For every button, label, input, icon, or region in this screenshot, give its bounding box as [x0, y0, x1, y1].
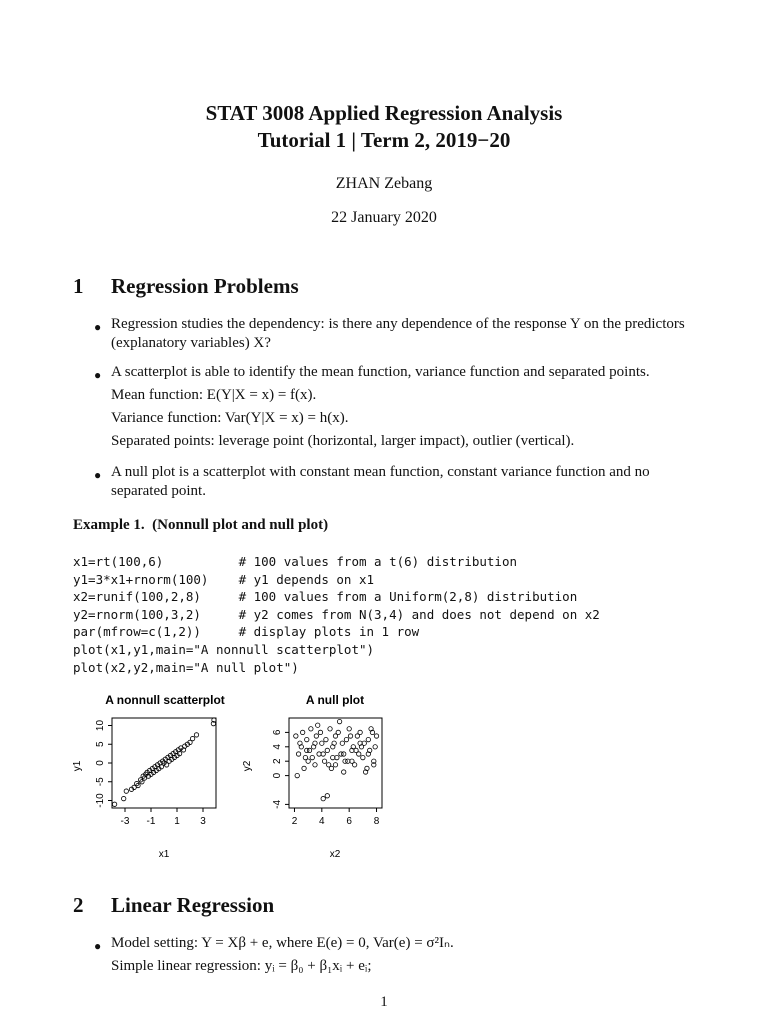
- data-point: [347, 727, 351, 731]
- data-point: [361, 755, 365, 759]
- bullet-icon: ●: [94, 368, 102, 382]
- section-title: Regression Problems: [111, 274, 299, 298]
- data-point: [112, 802, 116, 806]
- data-point: [358, 730, 362, 734]
- bullet-item: Regression studies the dependency: is there any dependence of the response Y on the predictors (explanatory variables) X?: [111, 316, 685, 351]
- y-tick-label: 0: [272, 772, 283, 779]
- bullet-item: A scatterplot is able to identify the mean function, variance function and separated points.: [111, 364, 650, 380]
- data-point: [328, 727, 332, 731]
- bullet-icon: ●: [94, 939, 102, 953]
- chart2-x-axis: [292, 808, 380, 827]
- example-title: (Nonnull plot and null plot): [152, 517, 329, 533]
- bullet-item: Model setting: Y = Xβ + e, where E(e) = 0, Var(e) = σ²Iₙ.: [111, 935, 454, 951]
- section-2-heading: [73, 893, 274, 918]
- chart1-title: A nonnull scatterplot: [105, 693, 225, 707]
- data-point: [336, 730, 340, 734]
- data-point: [302, 766, 306, 770]
- y-tick-label: 0: [95, 760, 106, 766]
- data-point: [320, 741, 324, 745]
- data-point: [344, 737, 348, 741]
- y-tick-label: 2: [272, 758, 283, 764]
- chart2-ylabel: y2: [242, 760, 253, 772]
- chart1-xlabel: x1: [158, 849, 170, 860]
- x-tick-label: 4: [319, 816, 325, 827]
- bullet-icon: ●: [94, 320, 102, 334]
- data-point: [325, 794, 329, 798]
- code-block: x1=rt(100,6) # 100 values from a t(6) distribution y1=3*x1+rnorm(100) # y1 depends on x1 x2=runif(100,2,8) # 100 values from a Uniform(2,8) distribution y2=rnorm(100,3,2) # y2 comes from N(3,4) and does not depend on x2 par(mfrow=c(1,2)) # display plots in 1 row plot(x1,y1,main="A nonnull scatterplot") plot(x2,y2,main="A null plot"): [73, 554, 600, 675]
- bullet-line: Mean function: E(Y|X = x) = f(x).: [111, 387, 317, 403]
- x-tick-label: -3: [120, 816, 130, 827]
- doc-title-line1: STAT 3008 Applied Regression Analysis: [205, 101, 563, 125]
- data-point: [322, 759, 326, 763]
- data-point: [309, 727, 313, 731]
- y-tick-label: 5: [95, 741, 106, 748]
- chart1-y-axis: [95, 720, 112, 808]
- page-number: 1: [380, 994, 388, 1010]
- data-point: [373, 745, 377, 749]
- bullet-line: Variance function: Var(Y|X = x) = h(x).: [111, 410, 349, 426]
- chart2-xlabel: x2: [329, 849, 341, 860]
- x-tick-label: 2: [291, 816, 298, 827]
- data-point: [324, 737, 328, 741]
- section-title: Linear Regression: [111, 893, 275, 917]
- y-tick-label: -5: [95, 777, 106, 787]
- data-point: [305, 737, 309, 741]
- bullet-icon: ●: [94, 468, 102, 482]
- y-tick-label: 10: [95, 719, 106, 732]
- data-point: [326, 763, 330, 767]
- data-point: [316, 723, 320, 727]
- data-point: [342, 770, 346, 774]
- data-point: [295, 773, 299, 777]
- chart1-ylabel: y1: [72, 760, 83, 772]
- x-tick-label: -1: [146, 816, 156, 827]
- data-point: [321, 796, 325, 800]
- data-point: [194, 733, 198, 737]
- chart1-x-axis: [121, 808, 207, 827]
- example-heading: [73, 516, 328, 535]
- data-point: [310, 755, 314, 759]
- section-1-heading: [73, 274, 299, 299]
- bullet-item: A null plot is a scatterplot with constant mean function, constant variance function and no separated point.: [111, 464, 650, 499]
- data-point: [318, 730, 322, 734]
- chart2-title: A null plot: [305, 693, 365, 707]
- x-tick-label: 8: [373, 816, 380, 827]
- data-point: [313, 763, 317, 767]
- chart2-y-axis: [272, 729, 289, 809]
- y-tick-label: -10: [95, 793, 106, 808]
- y-tick-label: 4: [272, 744, 283, 750]
- author: ZHAN Zebang: [335, 175, 433, 192]
- x-tick-label: 6: [346, 816, 352, 827]
- data-point: [366, 737, 370, 741]
- section-number: 2: [73, 893, 84, 917]
- date: 22 January 2020: [331, 209, 437, 226]
- example-label: Example 1.: [73, 517, 145, 533]
- data-point: [348, 734, 352, 738]
- bullet-line: Simple linear regression: yᵢ = β₀ + β₁xᵢ + eᵢ;: [111, 958, 372, 974]
- data-point: [337, 719, 341, 723]
- y-tick-label: -4: [272, 799, 283, 809]
- chart1-points: [112, 718, 216, 807]
- data-point: [342, 752, 346, 756]
- data-point: [314, 734, 318, 738]
- data-point: [190, 736, 194, 740]
- data-point: [296, 752, 300, 756]
- data-point: [340, 741, 344, 745]
- data-point: [325, 748, 329, 752]
- doc-title-line2: Tutorial 1 | Term 2, 2019−20: [257, 128, 511, 152]
- scatterplot-figure: [60, 688, 400, 863]
- data-point: [306, 759, 310, 763]
- x-tick-label: 3: [200, 816, 206, 827]
- section-number: 1: [73, 274, 84, 298]
- data-point: [300, 730, 304, 734]
- data-point: [122, 796, 126, 800]
- data-point: [374, 734, 378, 738]
- data-point: [333, 763, 337, 767]
- bullet-line: Separated points: leverage point (horizontal, larger impact), outlier (vertical).: [111, 433, 575, 449]
- data-point: [343, 759, 347, 763]
- y-tick-label: 6: [272, 729, 283, 736]
- data-point: [294, 734, 298, 738]
- data-point: [124, 789, 128, 793]
- chart2-points: [294, 719, 379, 800]
- x-tick-label: 1: [174, 816, 180, 827]
- data-point: [305, 748, 309, 752]
